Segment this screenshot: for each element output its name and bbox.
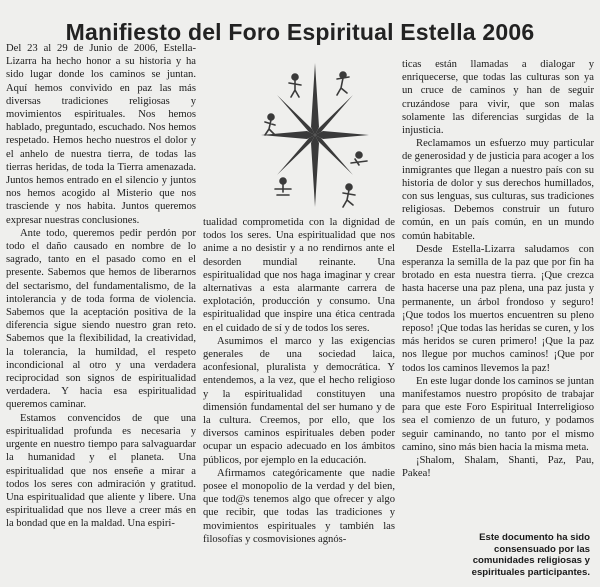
paragraph: Ante todo, queremos pedir perdón por todo el daño causado en nombre de lo sagrado, tanto en el pasado como en el presente. Sabemos que hemos de liberarnos del sectarismo, del fundamentalismo, de la intolerancia y de toda forma de violencia. Sabemos que la aceptación positiva de la diferencia sigue siendo nuestro gran reto. Sabemos que la flexibilidad, la creatividad, la tolerancia, la humildad, el respeto incondicional al otro y una verdadera reciprocidad son signos de espiritualidad verdadera. Y hacia esa espiritualidad queremos caminar.	[6, 227, 196, 411]
paragraph: En este lugar donde los caminos se juntan manifestamos nuestro propósito de trabajar para que este Foro Espiritual Interreligioso sea el comienzo de un futuro, y podamos seguir caminando, no tanto por el mismo camino, sino más bien hacia la misma meta.	[402, 375, 594, 453]
text-column-2	[203, 216, 395, 587]
paragraph: ticas están llamadas a dialogar y enriquecerse, que todas las culturas son ya un cruce de caminos y han de seguir cruzándose para vivir, que son malas solamente las diferencias surgidas de la injusticia.	[402, 59, 594, 137]
paragraph: Del 23 al 29 de Junio de 2006, Estella-Lizarra ha hecho honor a su historia y ha sido lugar donde los caminos se juntan. Aquí hemos convivido en paz las más diversas tradiciones religiosas y movimientos espirituales. Nos hemos hablado, preguntado, escuchado. Nos hemos respetado. Hemos hecho nuestros el dolor y el anhelo de nuestra tierra, de todas las tierras heridas, de toda la Tierra amenazada. Juntos hemos entrado en el silencio y juntos nos hemos acogido al Misterio que nos trasciende y nos habita. Juntos queremos expresar nuestras conclusiones.	[6, 43, 196, 226]
paragraph: Afirmamos categóricamente que nadie posee el monopolio de la verdad y del bien, que tod@s tenemos algo que ofrecer y algo que recibir, que todas las tradiciones y movimientos espirituales y también las filosofías y cosmovisiones agnós-	[203, 467, 395, 545]
page-title: Manifiesto del Foro Espiritual Estella 2006	[65, 19, 535, 46]
paragraph: Reclamamos un esfuerzo muy particular de generosidad y de justicia para acoger a los inmigrantes que llegan a nuestro país con su historia de dolor y sus derechos humillados, con sus lenguas, sus culturas, sus tradiciones religiosas. Debemos construir un futuro común, en un país común, en un mundo común habitable.	[402, 138, 594, 242]
paragraph: Desde Estella-Lizarra saludamos con esperanza la semilla de la paz que por fin ha brotado en esta nuestra tierra. ¡Que crezca hasta hacerse una paz plena, una paz justa y permanente, un árbol frondoso y seguro! ¡Que todos los muertos encuentren su pleno reposo! ¡Que todas las heridas se curen, y los más heridos se curen primero! ¡Que la paz nos llegue por muchos caminos! ¡Que por todos los caminos llevemos la paz!	[402, 243, 594, 374]
text-column-3	[402, 58, 594, 528]
paragraph: Asumimos el marco y las exigencias generales de una sociedad laica, aconfesional, pluralista y democrática. Y entendemos, a la vez, que el hecho religioso y la espiritualidad constituyen una dimensión fundamental del ser humano y de la cultura. Creemos, por ello, que los diversos caminos espirituales deben poder ocupar un espacio adecuado en los ámbitos públicos, por ejemplo en la educación.	[203, 335, 395, 466]
consensus-note: Este documento ha sido consensuado por las comunidades religiosas y espirituales participantes.	[471, 532, 590, 578]
star-icon	[261, 63, 369, 207]
forum-logo	[255, 55, 375, 215]
paragraph: Estamos convencidos de que una espiritualidad profunda es necesaria y urgente en nuestro tiempo para salvaguardar la humanidad y el planeta. Una espiritualidad que nos enseñe a mirar a todos los seres con admiración y gratitud. Una espiritualidad que aliente y libere. Una espiritualidad que nos lleve a creer más en la bondad que en la maldad. Una espiri-	[6, 412, 196, 530]
paragraph: tualidad comprometida con la dignidad de todos los seres. Una espiritualidad que nos anime a no desistir y a no rendirnos ante el desorden mundial reinante. Una espiritualidad que nos haga imaginar y crear alternativas a esta alarmante carrera de explotación, producción y consumo. Una espiritualidad que inspire una ética centrada en el cuidado de sí y de todos los seres.	[203, 217, 395, 334]
closing-salutation: ¡Shalom, Shalam, Shanti, Paz, Pau, Pakea!	[402, 455, 594, 480]
text-column-1	[6, 42, 196, 587]
